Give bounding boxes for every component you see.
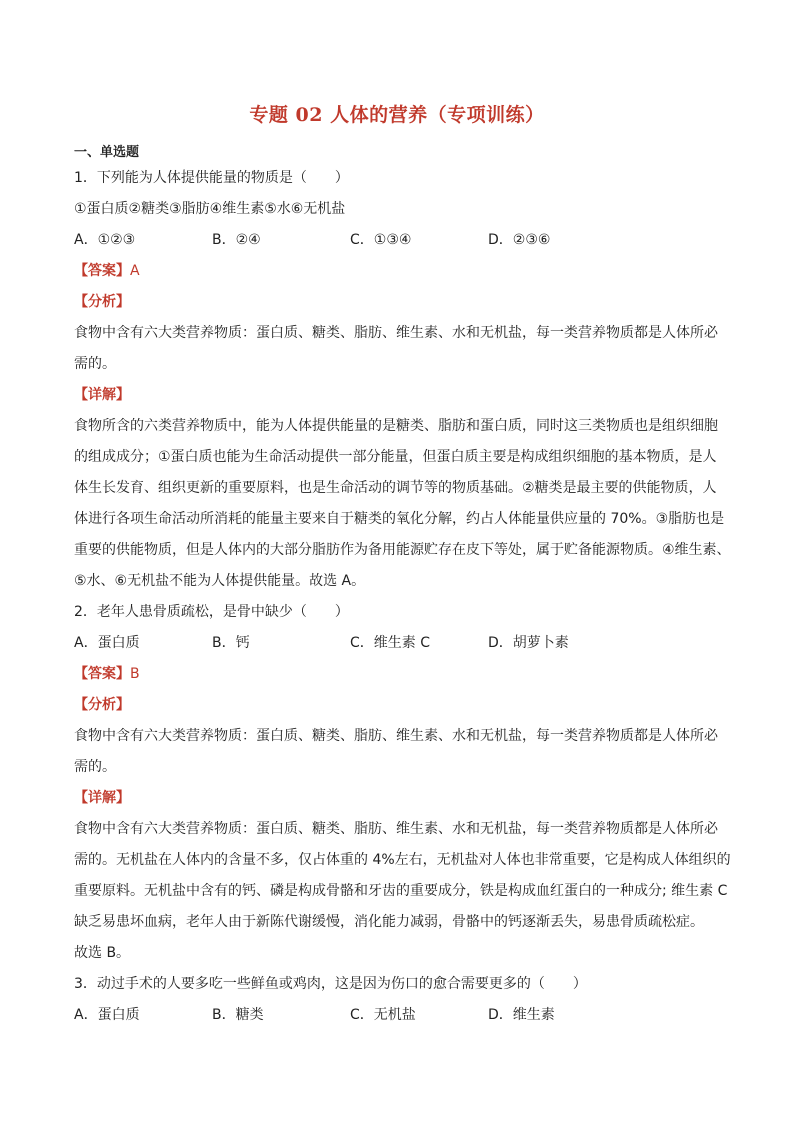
- option-b: B．糖类: [212, 1007, 264, 1023]
- detail-line: 的组成成分；①蛋白质也能为生命活动提供一部分能量，但蛋白质主要是构成组织细胞的基本物质，是人: [74, 449, 717, 465]
- option-d: D．维生素: [488, 1007, 555, 1023]
- answer-value: A: [130, 263, 140, 279]
- option-d: D．胡萝卜素: [488, 635, 569, 651]
- detail-line: 重要的供能物质，但是人体内的大部分脂肪作为备用能源贮存在皮下等处，属于贮备能源物质。④维生素、: [74, 542, 731, 558]
- question-1-answer: [74, 256, 722, 287]
- detail-line: 需的。无机盐在人体内的含量不多，仅占体重的 4%左右，无机盐对人体也非常重要，它是构成人体组织的: [74, 852, 731, 868]
- answer-tag: 【答案】: [74, 263, 130, 279]
- option-a: A．①②③: [74, 232, 136, 248]
- question-1-items: ①蛋白质②糖类③脂肪④维生素⑤水⑥无机盐: [74, 201, 346, 217]
- section-heading: 一、单选题: [74, 145, 140, 160]
- detail-line: ⑤水、⑥无机盐不能为人体提供能量。故选 A。: [74, 573, 366, 589]
- detail-line: 体生长发育、组织更新的重要原料，也是生命活动的调节等的物质基础。②糖类是最主要的供能物质，人: [74, 480, 717, 496]
- question-2-options: [74, 628, 722, 659]
- answer-value: B: [130, 666, 140, 682]
- option-b: B．钙: [212, 635, 250, 651]
- detail-line: 食物中含有六大类营养物质：蛋白质、糖类、脂肪、维生素、水和无机盐，每一类营养物质都是人体所必: [74, 821, 718, 837]
- option-b: B．②④: [212, 232, 261, 248]
- detail-line: 缺乏易患坏血病，老年人由于新陈代谢缓慢，消化能力减弱，骨骼中的钙逐渐丢失，易患骨质疏松症。: [74, 914, 704, 930]
- detail-line: 体进行各项生命活动所消耗的能量主要来自于糖类的氧化分解，约占人体能量供应量的 70%。③脂肪也是: [74, 511, 725, 527]
- question-2-stem: 2．老年人患骨质疏松，是骨中缺少（ ）: [74, 604, 349, 620]
- analysis-line: 食物中含有六大类营养物质：蛋白质、糖类、脂肪、维生素、水和无机盐，每一类营养物质都是人体所必: [74, 325, 718, 341]
- option-c: C．无机盐: [350, 1007, 416, 1023]
- answer-tag: 【答案】: [74, 666, 130, 682]
- analysis-line: 需的。: [74, 356, 116, 372]
- question-3-options: [74, 1000, 722, 1031]
- detail-line: 食物所含的六类营养物质中，能为人体提供能量的是糖类、脂肪和蛋白质，同时这三类物质也是组织细胞: [74, 418, 718, 434]
- detail-line: 故选 B。: [74, 945, 131, 961]
- question-1-options: [74, 225, 722, 256]
- document-title: 专题 02 人体的营养（专项训练）: [249, 104, 545, 126]
- question-1-detail-tag: 【详解】: [74, 387, 130, 403]
- option-a: A．蛋白质: [74, 1007, 140, 1023]
- detail-line: 重要原料。无机盐中含有的钙、磷是构成骨骼和牙齿的重要成分，铁是构成血红蛋白的一种成分; 维生素 C: [74, 883, 728, 899]
- option-c: C．①③④: [350, 232, 412, 248]
- question-1-analysis-tag: 【分析】: [74, 294, 130, 310]
- question-2-detail-tag: 【详解】: [74, 790, 130, 806]
- option-a: A．蛋白质: [74, 635, 140, 651]
- option-d: D．②③⑥: [488, 232, 551, 248]
- analysis-line: 需的。: [74, 759, 116, 775]
- document-body: [74, 163, 731, 1031]
- option-c: C．维生素 C: [350, 635, 431, 651]
- question-2-answer: [74, 659, 722, 690]
- question-1-stem: 1．下列能为人体提供能量的物质是（ ）: [74, 170, 349, 186]
- question-2-analysis-tag: 【分析】: [74, 697, 130, 713]
- question-3-stem: 3．动过手术的人要多吃一些鲜鱼或鸡肉，这是因为伤口的愈合需要更多的（ ）: [74, 976, 587, 992]
- analysis-line: 食物中含有六大类营养物质：蛋白质、糖类、脂肪、维生素、水和无机盐，每一类营养物质都是人体所必: [74, 728, 718, 744]
